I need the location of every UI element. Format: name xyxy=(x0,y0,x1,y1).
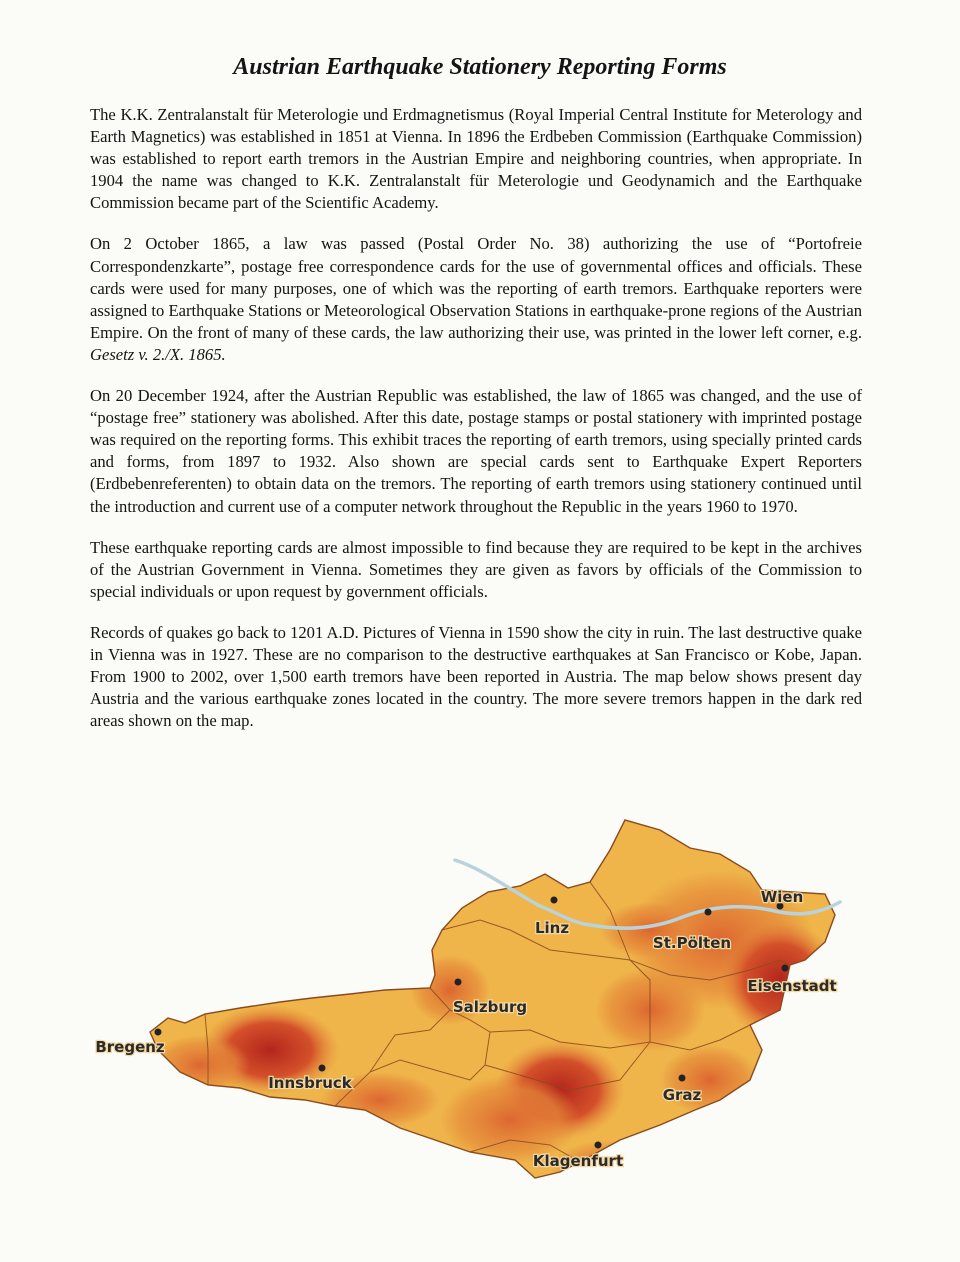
city-label-st-poelten: St.Pölten xyxy=(652,934,732,952)
bregenz-dot xyxy=(155,1029,162,1036)
city-label-graz: Graz xyxy=(662,1086,702,1104)
city-label-klagenfurt: Klagenfurt xyxy=(532,1152,624,1170)
city-label-eisenstadt: Eisenstadt xyxy=(747,977,837,995)
austria-map-svg xyxy=(90,810,860,1230)
page-title: Austrian Earthquake Stationery Reporting Forms xyxy=(233,54,727,80)
paragraph-postal-law xyxy=(90,233,862,366)
st-poelten-dot xyxy=(705,909,712,916)
graz-dot xyxy=(679,1075,686,1082)
salzburg-dot xyxy=(455,979,462,986)
paragraph-history: The K.K. Zentralanstalt für Meterologie und Erdmagnetismus (Royal Imperial Central Institute for Meterology and Earth Magnetics) was established in 1851 at Vienna. In 1896 the Erdbeben Commission (Earthquake Commission) was established to report earth tremors in the Austrian Empire and neighboring countries, when appropriate. In 1904 the name was changed to K.K. Zentralanstalt für Meterologie und Geodynamich and the Earthquake Commission became part of the Scientific Academy. xyxy=(90,105,862,213)
city-label-innsbruck: Innsbruck xyxy=(268,1074,352,1092)
klagenfurt-dot xyxy=(595,1142,602,1149)
innsbruck-dot xyxy=(319,1065,326,1072)
paragraph-records: Records of quakes go back to 1201 A.D. Pictures of Vienna in 1590 show the city in ruin. The last destructive quake in Vienna was in 1927. These are no comparison to the destructive earthquakes at San Francisco or Kobe, Japan. From 1900 to 2002, over 1,500 earth tremors have been reported in Austria. The map below shows present day Austria and the various earthquake zones located in the country. The more severe tremors happen in the dark red areas shown on the map. xyxy=(90,622,862,731)
linz-dot xyxy=(551,897,558,904)
law-citation: Gesetz v. 2./X. 1865. xyxy=(90,344,226,364)
paragraph-republic: On 20 December 1924, after the Austrian Republic was established, the law of 1865 was changed, and the use of “postage free” stationery was abolished. After this date, postage stamps or postal stationery with imprinted postage was required on the reporting forms. This exhibit traces the reporting of earth tremors, using specially printed cards and forms, from 1897 to 1932. Also shown are special cards sent to Earthquake Expert Reporters (Erdbebenreferenten) to obtain data on the tremors. The reporting of earth tremors using stationery continued until the introduction and current use of a computer network throughout the Republic in the years 1960 to 1970. xyxy=(90,386,862,516)
city-label-bregenz: Bregenz xyxy=(95,1038,165,1056)
body-text xyxy=(90,104,862,751)
city-label-wien: Wien xyxy=(760,888,804,906)
eisenstadt-dot xyxy=(782,965,789,972)
paragraph-archives: These earthquake reporting cards are almost impossible to find because they are required to be kept in the archives of the Austrian Government in Vienna. Sometimes they are given as favors by officials of the Commission to special individuals or upon request by government officials. xyxy=(90,537,862,601)
city-label-salzburg: Salzburg xyxy=(452,998,528,1016)
earthquake-zone-map xyxy=(90,810,860,1230)
city-label-linz: Linz xyxy=(534,919,570,937)
paragraph-postal-law-text: On 2 October 1865, a law was passed (Postal Order No. 38) authorizing the use of “Portofreie Correspondenzkarte”, postage free correspondence cards for the use of governmental offices and officials. These cards were used for many purposes, one of which was the reporting of earth tremors. Earthquake reporters were assigned to Earthquake Stations or Meteorological Observation Stations in earthquake-prone regions of the Austrian Empire. On the front of many of these cards, the law authorizing their use, was printed in the lower left corner, e.g. xyxy=(90,234,862,342)
